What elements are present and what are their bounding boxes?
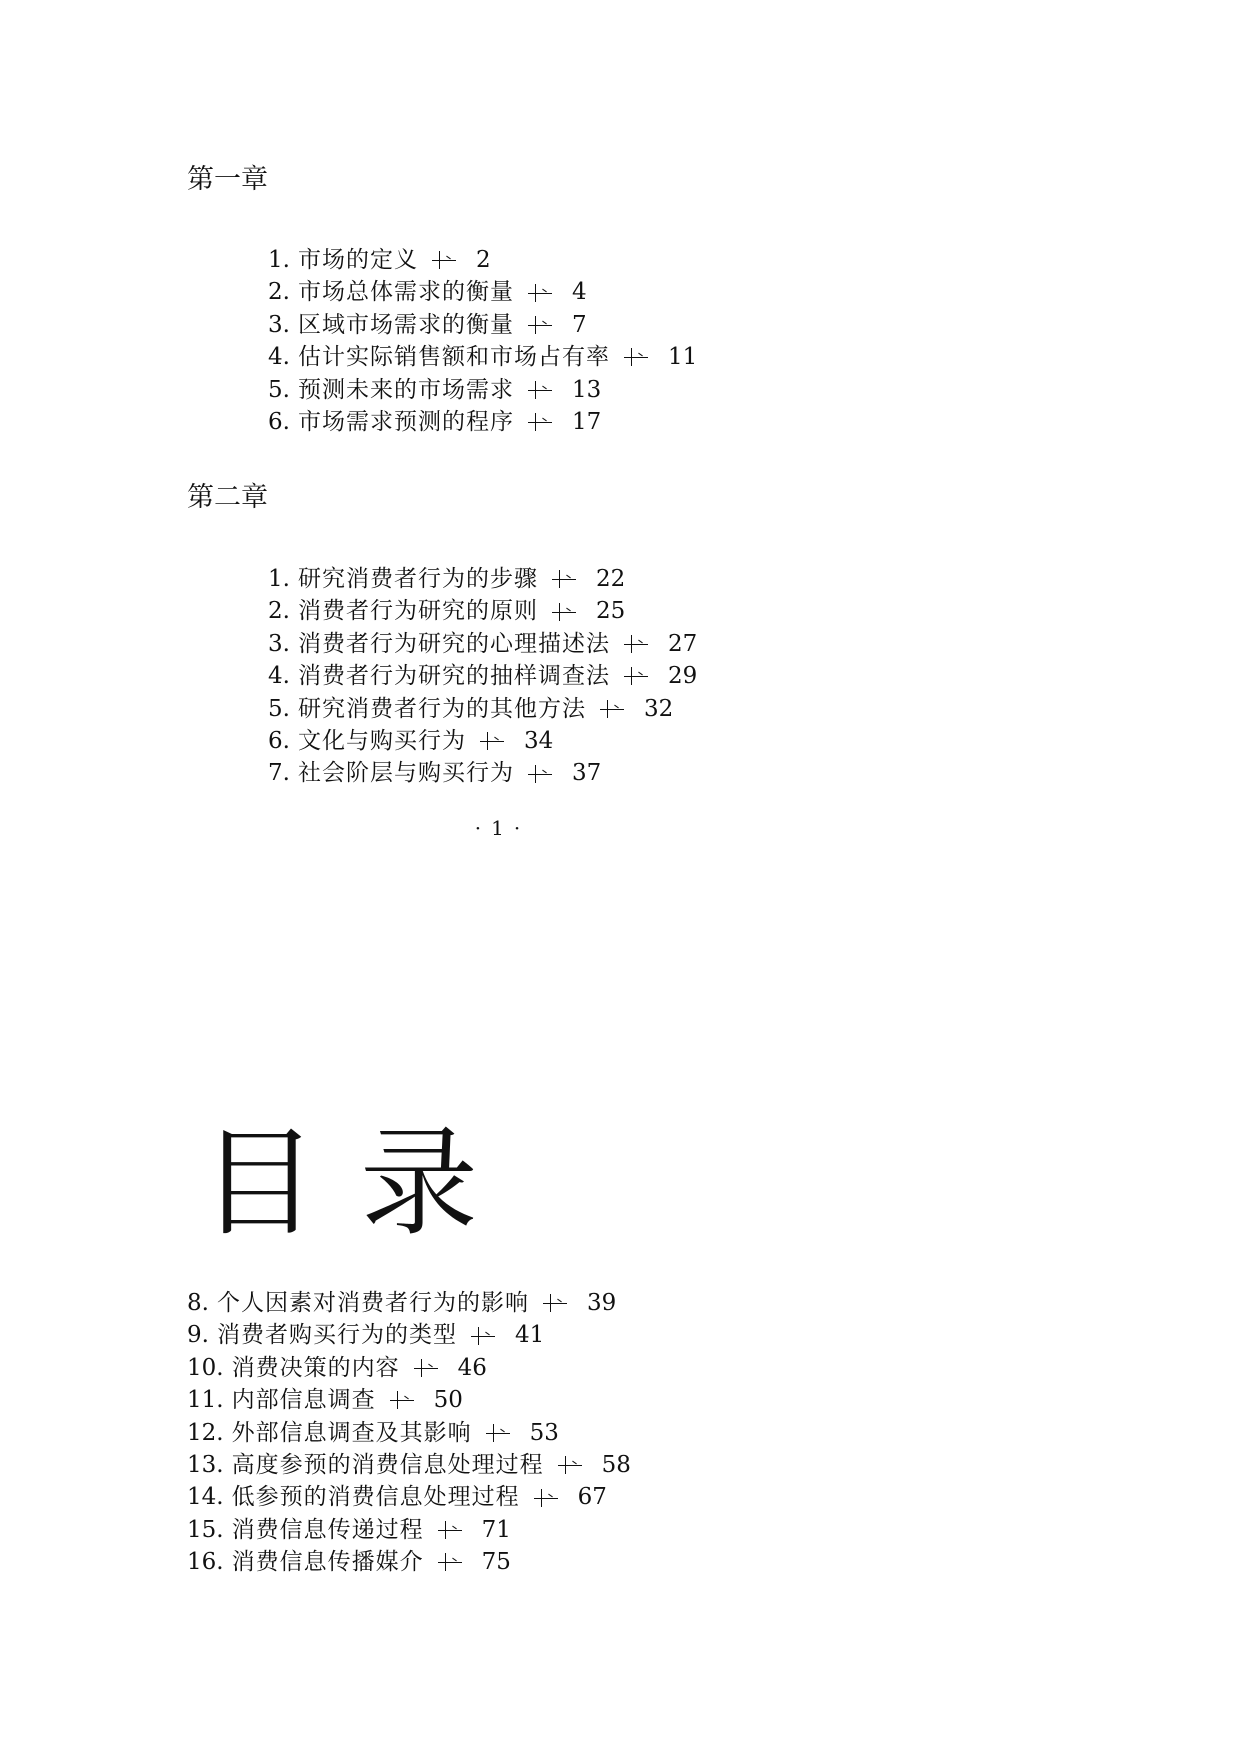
- entry-number: 1.: [268, 247, 290, 273]
- entry-page-number: 46: [457, 1354, 487, 1381]
- entry-number: 4.: [268, 663, 290, 690]
- entry-number: 11.: [187, 1387, 224, 1414]
- entry-title: 低参预的消费信息处理过程: [231, 1484, 520, 1511]
- page-reference-icon: [438, 1519, 462, 1541]
- entry-page-number: 67: [577, 1484, 607, 1511]
- chapter-2-title: 第二章: [187, 482, 268, 513]
- entry-page-number: 50: [433, 1387, 463, 1414]
- entry-number: 1.: [268, 566, 290, 592]
- entry-title: 高度参预的消费信息处理过程: [231, 1451, 544, 1478]
- page-reference-icon: [624, 346, 648, 368]
- toc-entry[interactable]: [268, 276, 697, 308]
- entry-number: 15.: [187, 1516, 224, 1543]
- entry-title: 个人因素对消费者行为的影响: [216, 1290, 529, 1316]
- entry-page-number: 39: [586, 1290, 617, 1316]
- entry-title: 文化与购买行为: [297, 727, 466, 754]
- entry-title: 研究消费者行为的步骤: [297, 566, 538, 592]
- entry-title: 估计实际销售额和市场占有率: [297, 344, 610, 371]
- entry-number: 4.: [268, 344, 290, 371]
- entry-page-number: 53: [529, 1419, 559, 1446]
- toc-entry[interactable]: [268, 341, 697, 373]
- entry-page-number: 22: [595, 566, 626, 592]
- entry-page-number: 27: [667, 630, 698, 657]
- entry-number: 12.: [187, 1419, 224, 1446]
- entry-number: 7.: [268, 760, 290, 787]
- toc-entry[interactable]: [187, 1352, 631, 1384]
- entry-number: 9.: [187, 1322, 209, 1349]
- entry-number: 2.: [268, 598, 290, 625]
- page-reference-icon: [438, 1551, 462, 1573]
- entry-page-number: 71: [481, 1516, 511, 1543]
- page-reference-icon: [432, 249, 456, 271]
- toc-entry[interactable]: [268, 693, 697, 725]
- entry-number: 2.: [268, 279, 290, 306]
- entry-number: 3.: [268, 630, 290, 657]
- entry-number: 5.: [268, 695, 290, 722]
- entry-page-number: 41: [514, 1322, 545, 1349]
- page-reference-icon: [471, 1325, 495, 1347]
- entry-title: 消费信息传播媒介: [231, 1549, 424, 1576]
- toc-heading: 目录: [200, 1114, 521, 1252]
- entry-page-number: 29: [667, 663, 698, 690]
- entry-number: 8.: [187, 1290, 209, 1316]
- page-reference-icon: [414, 1357, 438, 1379]
- entry-title: 消费信息传递过程: [231, 1516, 424, 1543]
- toc-entry[interactable]: [268, 563, 697, 595]
- toc-entry[interactable]: [268, 725, 697, 757]
- toc-entry[interactable]: [268, 595, 697, 627]
- toc-entry[interactable]: [268, 309, 697, 341]
- toc-entry[interactable]: [268, 244, 697, 276]
- entry-title: 内部信息调查: [231, 1387, 376, 1414]
- page-reference-icon: [528, 411, 552, 433]
- page-reference-icon: [543, 1292, 567, 1314]
- entry-number: 16.: [187, 1549, 224, 1576]
- page-reference-icon: [558, 1454, 582, 1476]
- entry-title: 预测未来的市场需求: [297, 376, 514, 403]
- continued-toc-list: [187, 1287, 631, 1579]
- page-number: ·1·: [474, 816, 531, 840]
- toc-entry[interactable]: [268, 406, 697, 438]
- toc-entry[interactable]: [187, 1514, 631, 1546]
- entry-number: 6.: [268, 727, 290, 754]
- entry-page-number: 13: [571, 376, 602, 403]
- entry-number: 14.: [187, 1484, 224, 1511]
- entry-page-number: 32: [643, 695, 674, 722]
- toc-entry[interactable]: [268, 628, 697, 660]
- entry-page-number: 17: [571, 408, 602, 435]
- page-reference-icon: [528, 379, 552, 401]
- entry-page-number: 37: [571, 760, 602, 787]
- entry-page-number: 2: [475, 247, 491, 273]
- page-reference-icon: [528, 282, 552, 304]
- entry-page-number: 7: [571, 311, 587, 338]
- toc-entry[interactable]: [187, 1384, 631, 1416]
- entry-title: 社会阶层与购买行为: [297, 760, 514, 787]
- page-reference-icon: [600, 698, 624, 720]
- page-reference-icon: [528, 763, 552, 785]
- entry-number: 6.: [268, 408, 290, 435]
- entry-page-number: 58: [601, 1451, 631, 1478]
- entry-number: 13.: [187, 1451, 224, 1478]
- chapter-1-toc-list: [268, 244, 697, 438]
- entry-number: 5.: [268, 376, 290, 403]
- entry-title: 消费决策的内容: [231, 1354, 400, 1381]
- entry-title: 消费者行为研究的抽样调查法: [297, 663, 610, 690]
- entry-page-number: 34: [523, 727, 554, 754]
- entry-title: 消费者行为研究的心理描述法: [297, 630, 610, 657]
- toc-entry[interactable]: [187, 1481, 631, 1513]
- entry-page-number: 25: [595, 598, 626, 625]
- page-reference-icon: [528, 314, 552, 336]
- page-reference-icon: [624, 665, 648, 687]
- entry-title: 市场总体需求的衡量: [297, 279, 514, 306]
- toc-entry[interactable]: [268, 660, 697, 692]
- entry-title: 外部信息调查及其影响: [231, 1419, 472, 1446]
- toc-entry[interactable]: [268, 757, 697, 789]
- page-reference-icon: [552, 601, 576, 623]
- page-reference-icon: [552, 568, 576, 590]
- page-reference-icon: [534, 1487, 558, 1509]
- entry-title: 消费者行为研究的原则: [297, 598, 538, 625]
- chapter-1-title: 第一章: [187, 164, 268, 195]
- entry-title: 市场需求预测的程序: [297, 408, 514, 435]
- page-reference-icon: [624, 633, 648, 655]
- entry-title: 研究消费者行为的其他方法: [297, 695, 586, 722]
- toc-entry[interactable]: [187, 1417, 631, 1449]
- entry-page-number: 75: [481, 1549, 511, 1576]
- toc-entry[interactable]: [187, 1319, 631, 1351]
- entry-page-number: 11: [667, 344, 698, 371]
- entry-page-number: 4: [571, 279, 587, 306]
- entry-title: 消费者购买行为的类型: [216, 1322, 457, 1349]
- toc-entry[interactable]: [268, 374, 697, 406]
- entry-number: 3.: [268, 311, 290, 338]
- page-reference-icon: [480, 730, 504, 752]
- page-reference-icon: [390, 1389, 414, 1411]
- toc-entry[interactable]: [187, 1287, 631, 1319]
- page-reference-icon: [486, 1422, 510, 1444]
- toc-entry[interactable]: [187, 1449, 631, 1481]
- chapter-2-toc-list: [268, 563, 697, 790]
- entry-title: 市场的定义: [297, 247, 418, 273]
- entry-number: 10.: [187, 1354, 224, 1381]
- entry-title: 区域市场需求的衡量: [297, 311, 514, 338]
- toc-entry[interactable]: [187, 1546, 631, 1578]
